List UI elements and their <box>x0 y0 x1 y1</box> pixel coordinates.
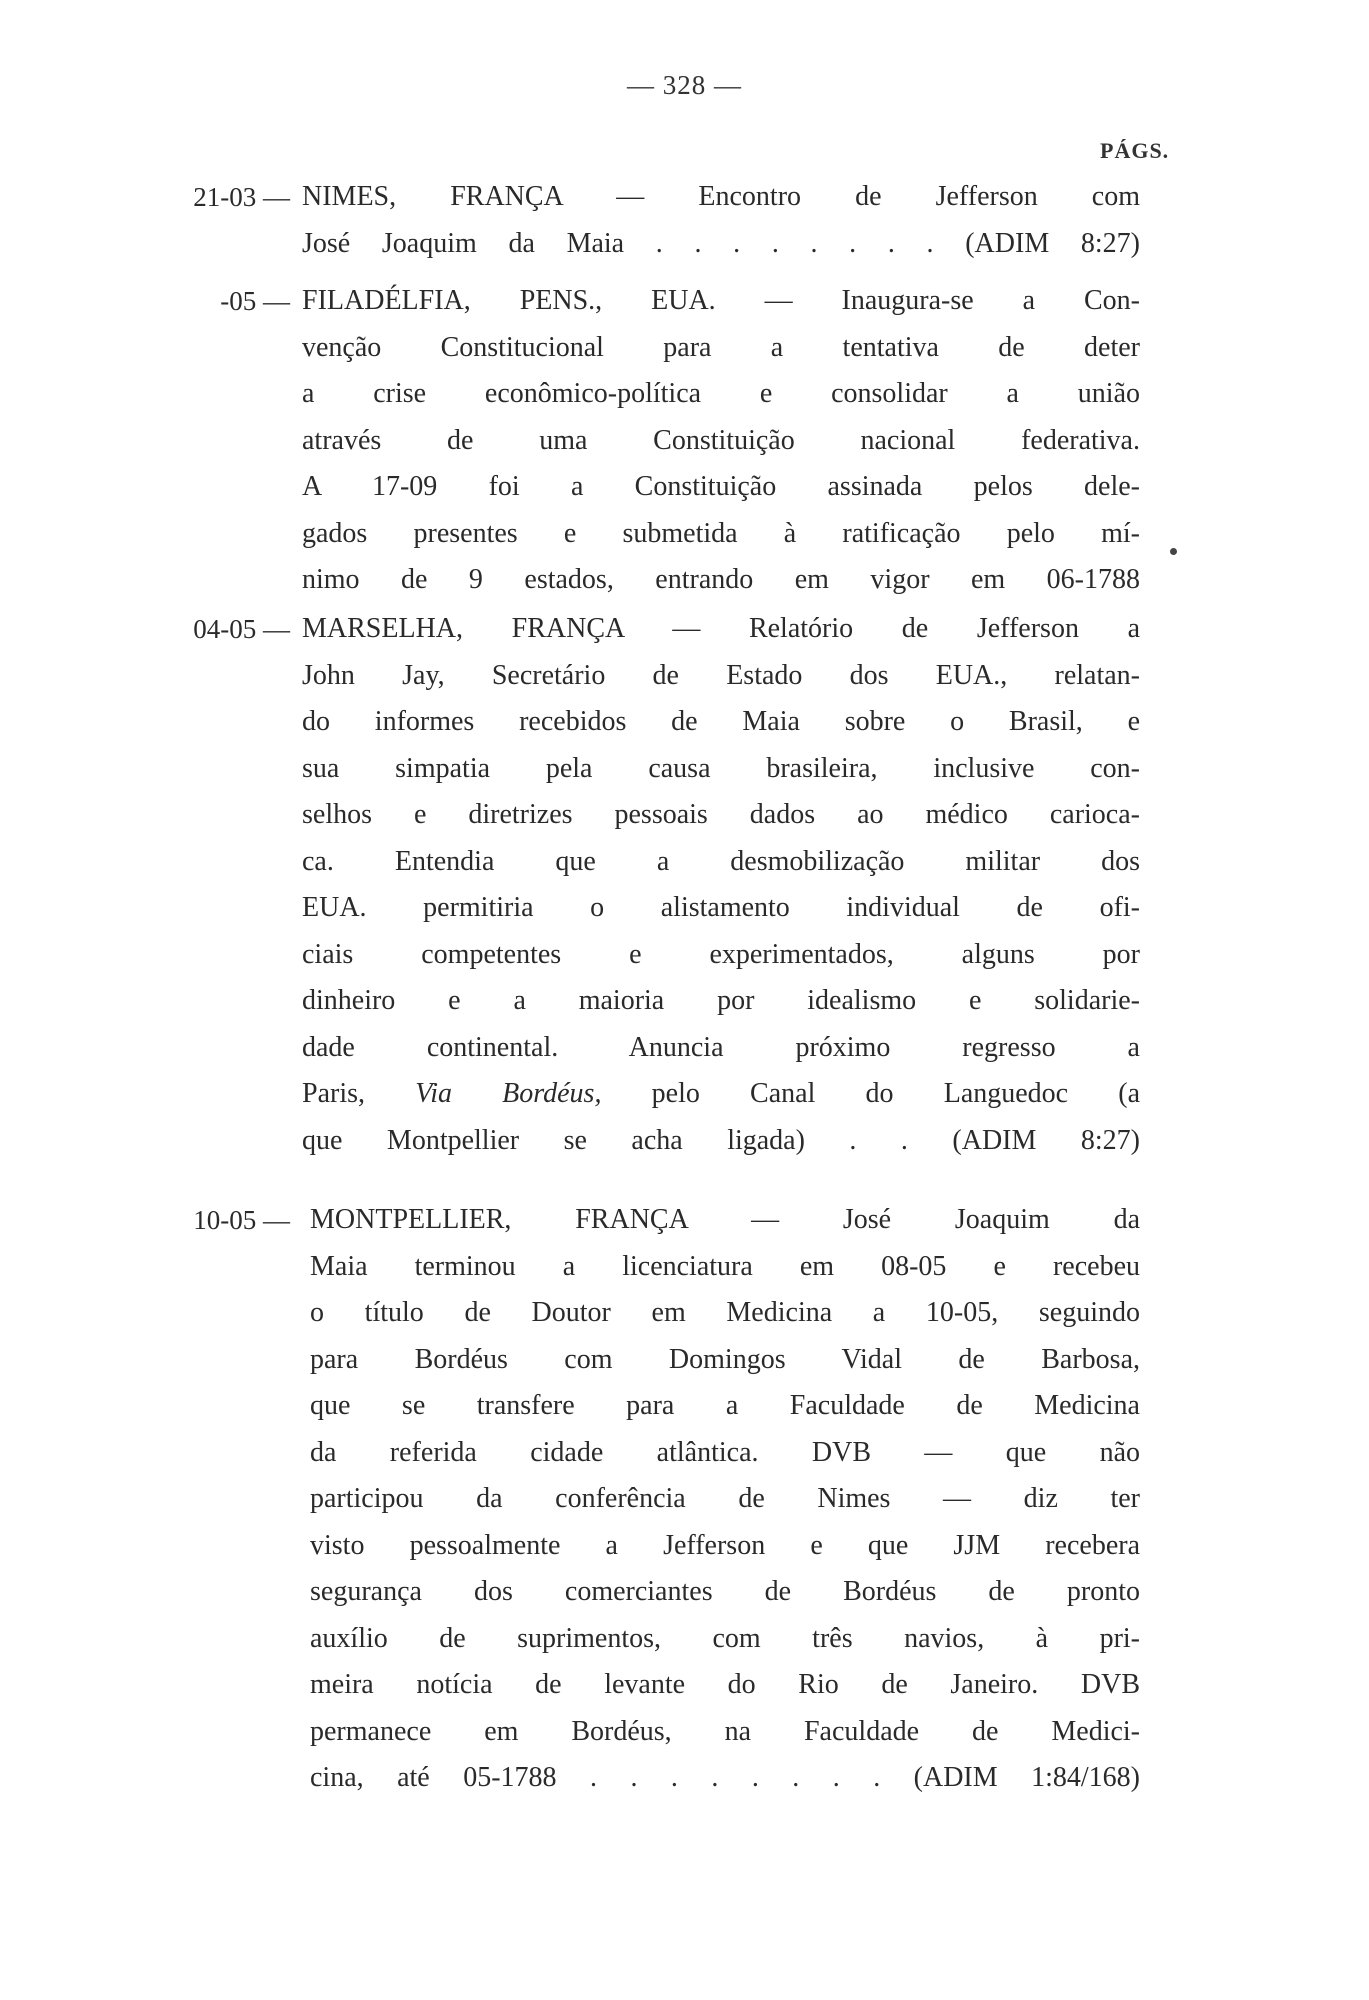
entry-date: 21-03 — <box>193 182 290 212</box>
entry-date: -05 — <box>220 286 290 316</box>
entry-line: FILADÉLFIA, PENS., EUA. — Inaugura-se a Con- <box>302 285 1140 316</box>
entry-text <box>310 1197 1140 1802</box>
entry-line: da referida cidade atlântica. DVB — que não <box>310 1436 1140 1468</box>
entry-line: gados presentes e submetida à ratificação pelo mí- <box>302 517 1140 549</box>
entry-line: nimo de 9 estados, entrando em vigor em 06-1788 <box>302 564 1140 595</box>
entry-text <box>302 278 1140 604</box>
entry-line: venção Constitucional para a tentativa de deter <box>302 331 1140 363</box>
entry-line: dade continental. Anuncia próximo regresso a <box>302 1031 1140 1063</box>
entry-line: do informes recebidos de Maia sobre o Brasil, e <box>302 706 1140 737</box>
entry-line: a crise econômico-política e consolidar a união <box>302 378 1140 409</box>
entry-line: NIMES, FRANÇA — Encontro de Jefferson com <box>302 181 1140 212</box>
entry-line: A 17-09 foi a Constituição assinada pelos dele- <box>302 471 1140 502</box>
entry-line: selhos e diretrizes pessoais dados ao médico carioca- <box>302 799 1140 830</box>
entry-line: através de uma Constituição nacional federativa. <box>302 424 1140 456</box>
entry-line: permanece em Bordéus, na Faculdade de Medici- <box>310 1715 1140 1747</box>
italic-phrase: Via Bordéus, <box>415 1078 602 1109</box>
entry-line: MONTPELLIER, FRANÇA — José Joaquim da <box>310 1204 1140 1235</box>
entry-line: cina, até 05-1788 . . . . . . . . (ADIM 1:84/168) <box>310 1762 1140 1793</box>
entry-line: o título de Doutor em Medicina a 10-05, seguindo <box>310 1297 1140 1328</box>
entry-line: John Jay, Secretário de Estado dos EUA., relatan- <box>302 659 1140 691</box>
entry-line <box>302 1071 1140 1118</box>
entry-line: ca. Entendia que a desmobilização militar dos <box>302 845 1140 877</box>
entry-line: que se transfere para a Faculdade de Medicina <box>310 1390 1140 1421</box>
entry-line: participou da conferência de Nimes — diz ter <box>310 1483 1140 1514</box>
entry-date: 10-05 — <box>193 1205 290 1235</box>
entry-line: dinheiro e a maioria por idealismo e solidarie- <box>302 985 1140 1016</box>
line-segment: Paris, <box>302 1078 365 1109</box>
entry-date: 04-05 — <box>193 614 290 644</box>
entry-line: visto pessoalmente a Jefferson e que JJM recebera <box>310 1529 1140 1561</box>
entry-line: segurança dos comerciantes de Bordéus de pronto <box>310 1576 1140 1607</box>
entry-text <box>302 606 1140 1164</box>
entry-line: sua simpatia pela causa brasileira, inclusive con- <box>302 752 1140 784</box>
pages-column-label: PÁGS. <box>1100 138 1170 163</box>
line-segment: pelo Canal do Languedoc (a <box>651 1078 1141 1109</box>
entry-line: José Joaquim da Maia . . . . . . . . (ADIM 8:27) <box>302 227 1140 259</box>
margin-dot <box>1170 548 1177 555</box>
entry-line: Maia terminou a licenciatura em 08-05 e recebeu <box>310 1250 1140 1282</box>
entry-line: EUA. permitiria o alistamento individual de ofi- <box>302 892 1140 923</box>
entry-text <box>302 174 1140 267</box>
entry-line: auxílio de suprimentos, com três navios, à pri- <box>310 1622 1140 1654</box>
page-number: — 328 — <box>627 70 742 100</box>
entry-line: que Montpellier se acha ligada) . . (ADIM 8:27) <box>302 1124 1140 1156</box>
entry-line: ciais competentes e experimentados, alguns por <box>302 938 1140 970</box>
entry-line: meira notícia de levante do Rio de Janeiro. DVB <box>310 1669 1140 1700</box>
entry-line: MARSELHA, FRANÇA — Relatório de Jefferson a <box>302 613 1140 644</box>
entry-line: para Bordéus com Domingos Vidal de Barbosa, <box>310 1343 1140 1375</box>
